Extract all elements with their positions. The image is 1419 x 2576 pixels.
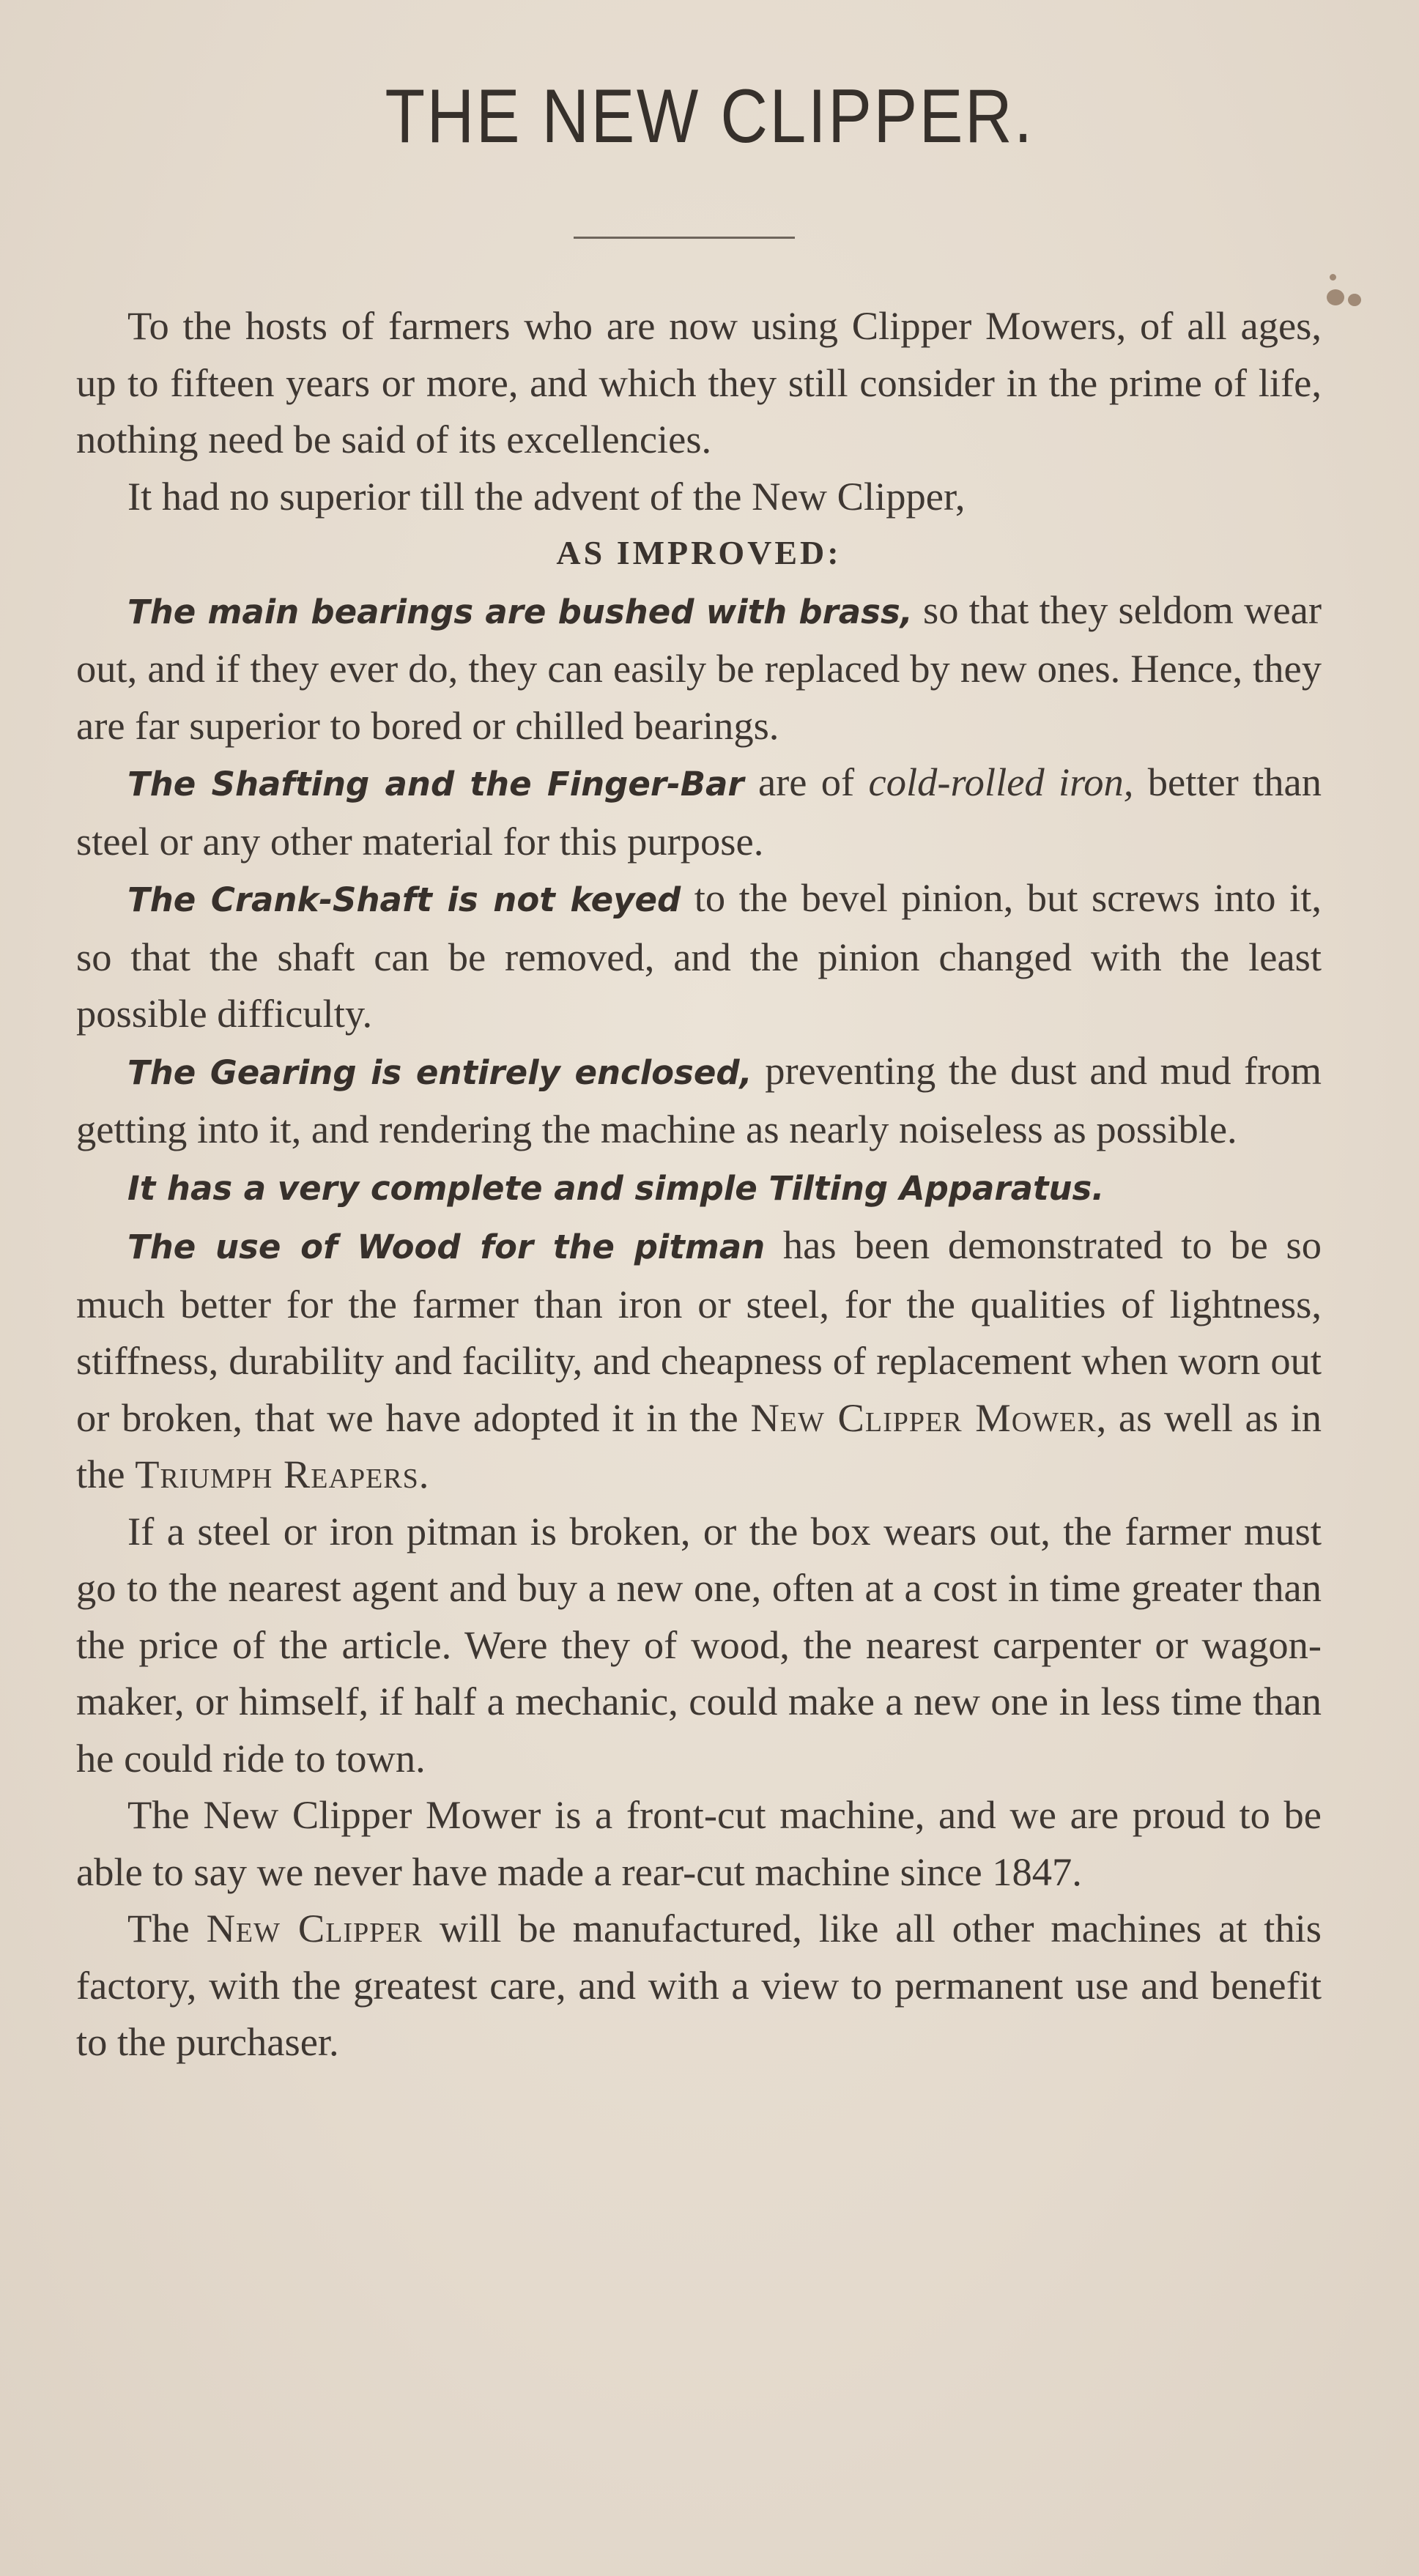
feature-paragraph <box>76 754 1322 869</box>
feature-text: better than steel or any other material for this purpose. <box>76 760 1322 864</box>
feature-lead: The main bearings are bushed with brass, <box>127 592 913 631</box>
section-heading: AS IMPROVED: <box>556 534 842 571</box>
feature-lead: The use of Wood for the pitman <box>127 1228 766 1266</box>
intro-paragraph: It had no superior till the advent of the New Clipper, <box>127 473 966 519</box>
product-name: Triumph Reapers <box>135 1452 419 1496</box>
feature-paragraph <box>76 1042 1322 1158</box>
title-divider <box>574 237 795 239</box>
feature-text: , as well as in the <box>76 1395 1322 1496</box>
closing-paragraph: The New Clipper Mower is a front-cut machine, and we are proud to be able to say we never have made a rear-cut machine since 1847. <box>76 1792 1322 1894</box>
ink-spot <box>1348 294 1361 306</box>
closing-text: will be manufactured, like all other machines at this factory, with the greatest care, and with a view to permanent use and benefit to the purchaser. <box>76 1906 1322 2064</box>
feature-text: . <box>418 1452 429 1496</box>
closing-text: The <box>127 1906 207 1950</box>
feature-text: so that they seldom wear out, and if they ever do, they can easily be replaced by new ones. Hence, they are far superior to bored or chilled bearings. <box>76 587 1322 748</box>
feature-text: to the bevel pinion, but screws into it, so that the shaft can be removed, and the pinion changed with the least possible difficulty. <box>76 875 1322 1036</box>
feature-text: preventing the dust and mud from getting into it, and rendering the machine as nearly noiseless as possible. <box>76 1047 1322 1151</box>
feature-lead: The Shafting and the Finger-Bar <box>127 765 744 803</box>
ink-spot <box>1330 274 1336 281</box>
feature-text: has been demonstrated to be so much better for the farmer than iron or steel, for the qualities of lightness, stiffness, durability and facility, and cheapness of replacement when worn out or broken, that we have adopted it in the <box>76 1222 1322 1440</box>
feature-lead: It has a very complete and simple Tilting Apparatus. <box>127 1168 1105 1208</box>
closing-paragraph <box>76 1900 1322 2071</box>
feature-paragraph <box>76 1217 1322 1503</box>
intro-paragraph: To the hosts of farmers who are now using Clipper Mowers, of all ages, up to fifteen years or more, and which they still consider in the prime of life, nothing need be said of its excellencies. <box>76 303 1322 461</box>
feature-paragraph <box>76 582 1322 754</box>
feature-lead: The Gearing is entirely enclosed, <box>127 1053 752 1092</box>
ink-spot <box>1327 289 1344 305</box>
feature-text: are of <box>744 760 869 804</box>
product-name: New Clipper <box>206 1906 423 1950</box>
feature-italic: cold-rolled iron, <box>868 760 1134 804</box>
feature-paragraph <box>76 1158 1322 1217</box>
feature-lead: The Crank-Shaft is not keyed <box>127 880 681 919</box>
body-text <box>76 297 1322 2071</box>
closing-paragraph: If a steel or iron pitman is broken, or the box wears out, the farmer must go to the nearest agent and buy a new one, often at a cost in time greater than the price of the article. Were they of wood, the nearest carpenter or wagon-maker, or himself, if half a mechanic, could make a new one in less time than he could ride to town. <box>76 1508 1322 1781</box>
page-title: THE NEW CLIPPER. <box>385 74 1034 159</box>
feature-paragraph <box>76 869 1322 1042</box>
product-name: New Clipper Mower <box>750 1395 1097 1440</box>
